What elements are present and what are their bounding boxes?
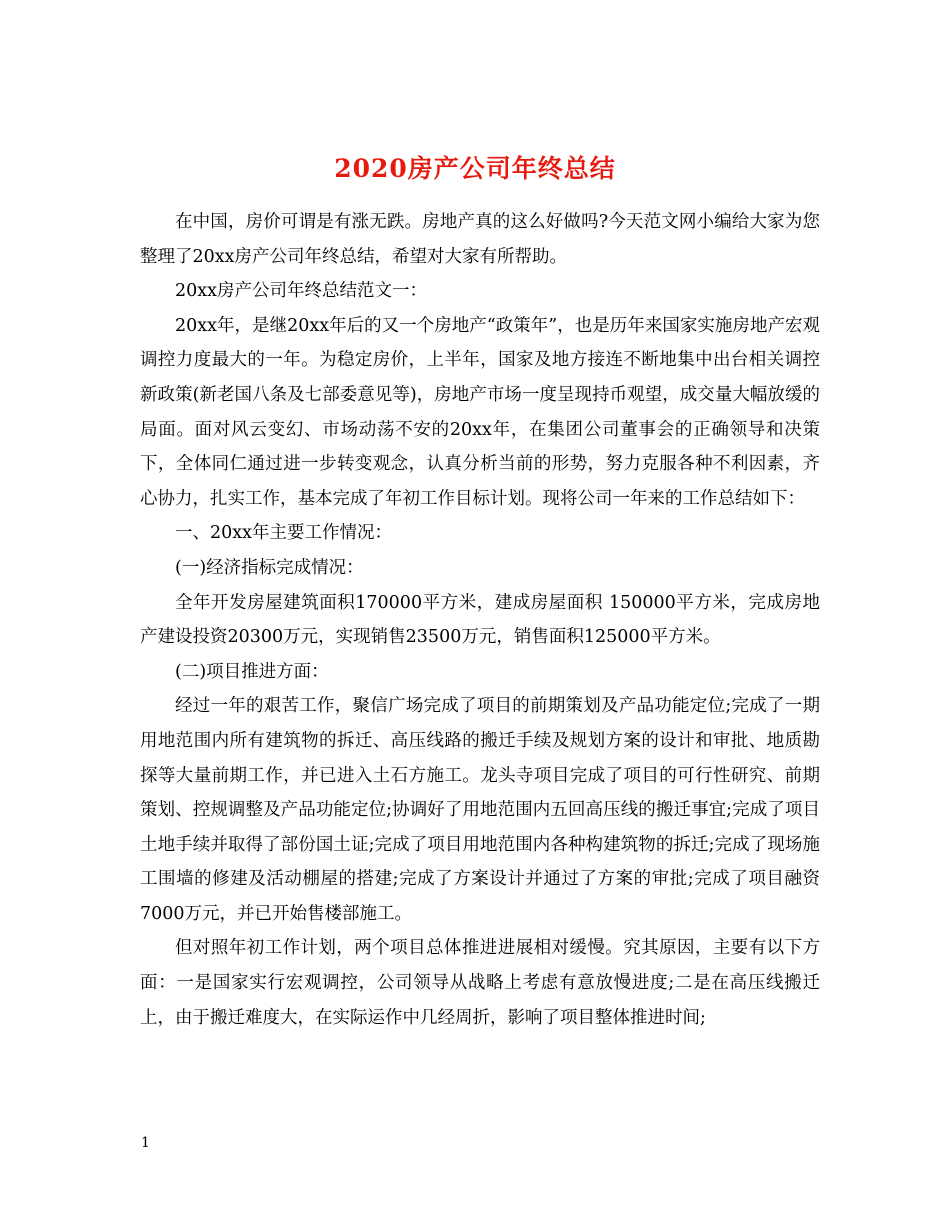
- document-body: [140, 205, 820, 1035]
- project-progress-paragraph: 经过一年的艰苦工作，聚信广场完成了项目的前期策划及产品功能定位;完成了一期用地范围内所有建筑物的拆迁、高压线路的搬迁手续及规划方案的设计和审批、地质勘探等大量前期工作，并已进入土石方施工。龙头寺项目完成了项目的可行性研究、前期策划、控规调整及产品功能定位;协调好了用地范围内五回高压线的搬迁事宜;完成了项目土地手续并取得了部份国土证;完成了项目用地范围内各种构建筑物的拆迁;完成了现场施工围墙的修建及活动棚屋的搭建;完成了方案设计并通过了方案的审批;完成了项目融资7000万元，并已开始售楼部施工。: [140, 696, 820, 924]
- subsection-heading-projects: (二)项目推进方面：: [175, 661, 329, 682]
- economic-indicators-paragraph: 全年开发房屋建筑面积170000平方米，建成房屋面积 150000平方米，完成房地产建设投资20300万元，实现销售23500万元，销售面积125000平方米。: [140, 592, 820, 648]
- intro-paragraph: 在中国，房价可谓是有涨无跌。房地产真的这么好做吗?今天范文网小编给大家为您整理了20xx房产公司年终总结，希望对大家有所帮助。: [140, 212, 820, 267]
- sample-heading: 20xx房产公司年终总结范文一：: [175, 281, 428, 302]
- section-heading-main-work: 一、20xx年主要工作情况：: [175, 523, 393, 544]
- delay-reasons-paragraph: 但对照年初工作计划，两个项目总体推进进展相对缓慢。究其原因，主要有以下方面：一是国家实行宏观调控，公司领导从战略上考虑有意放慢进度;二是在高压线搬迁上，由于搬迁难度大，在实际运作中几经周折，影响了项目整体推进时间;: [140, 938, 820, 1028]
- subsection-heading-economic: (一)经济指标完成情况：: [175, 557, 364, 578]
- document-title: 2020房产公司年终总结: [334, 153, 616, 183]
- page-number: 1: [141, 1135, 150, 1151]
- overview-paragraph: 20xx年，是继20xx年后的又一个房地产“政策年”，也是历年来国家实施房地产宏观调控力度最大的一年。为稳定房价，上半年，国家及地方接连不断地集中出台相关调控新政策(新老国八条及七部委意见等)，房地产市场一度呈现持币观望，成交量大幅放缓的局面。面对风云变幻、市场动荡不安的20xx年，在集团公司董事会的正确领导和决策下，全体同仁通过进一步转变观念，认真分析当前的形势，努力克服各种不利因素，齐心协力，扎实工作，基本完成了年初工作目标计划。现将公司一年来的工作总结如下：: [140, 315, 820, 509]
